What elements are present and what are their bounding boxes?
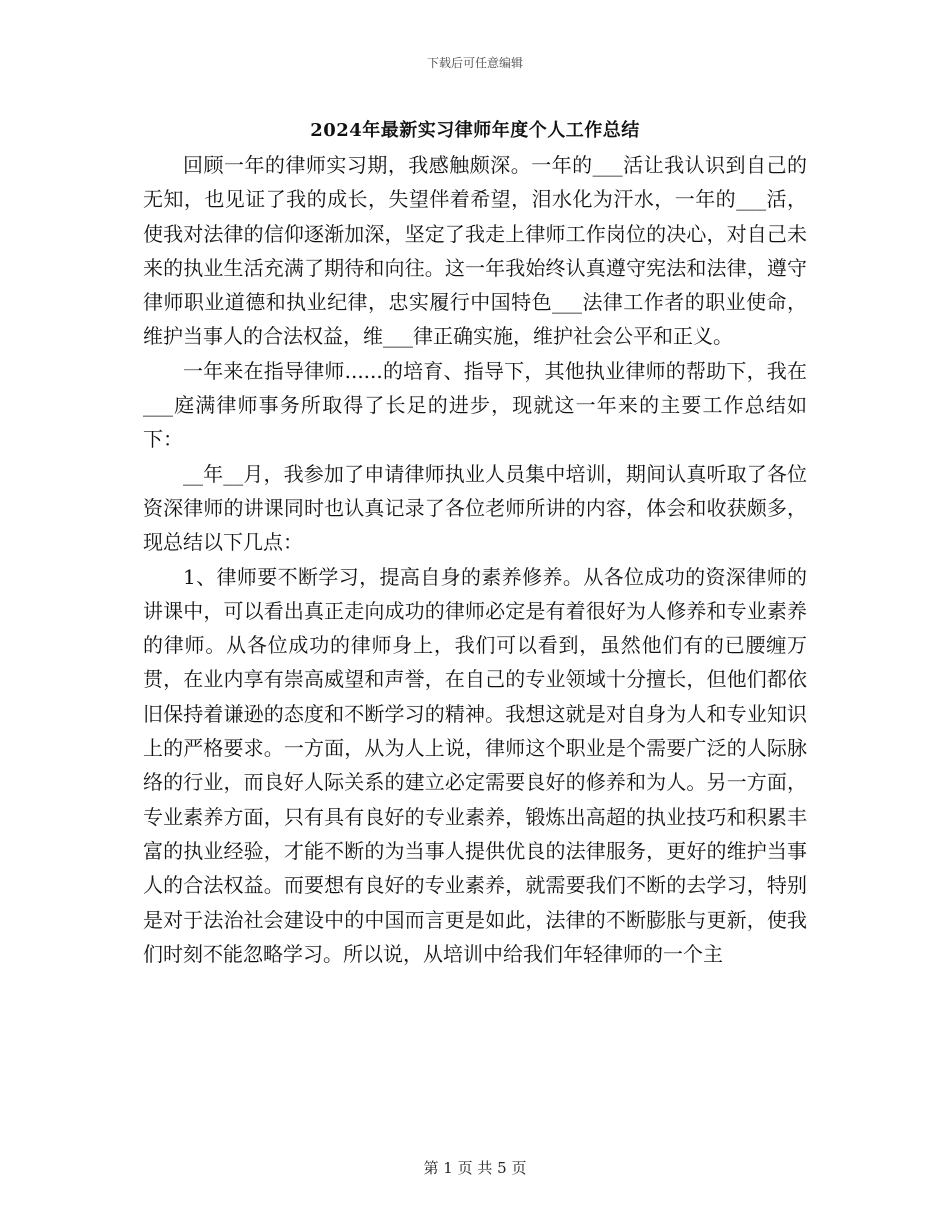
document-title: 2024年最新实习律师年度个人工作总结 [310, 120, 640, 141]
paragraph-guidance: 一年来在指导律师......的培育、指导下，其他执业律师的帮助下，我在___庭满律师事务所取得了长足的进步，现就这一年来的主要工作总结如下： [143, 358, 807, 452]
paragraph-training: __年__月，我参加了申请律师执业人员集中培训，期间认真听取了各位资深律师的讲课同时也认真记录了各位老师所讲的内容，体会和收获颇多，现总结以下几点： [143, 461, 807, 555]
document-body [143, 148, 807, 971]
paragraph-point-one: 1、律师要不断学习，提高自身的素养修养。从各位成功的资深律师的讲课中，可以看出真正走向成功的律师必定是有着很好为人修养和专业素养的律师。从各位成功的律师身上，我们可以看到，虽然他们有的已腰缠万贯，在业内享有崇高威望和声誉，在自己的专业领域十分擅长，但他们都依旧保持着谦逊的态度和不断学习的精神。我想这就是对自身为人和专业知识上的严格要求。一方面，从为人上说，律师这个职业是个需要广泛的人际脉络的行业，而良好人际关系的建立必定需要良好的修养和为人。另一方面，专业素养方面，只有具有良好的专业素养，锻炼出高超的执业技巧和积累丰富的执业经验，才能不断的为当事人提供优良的法律服务，更好的维护当事人的合法权益。而要想有良好的专业素养，就需要我们不断的去学习，特别是对于法治社会建设中的中国而言更是如此，法律的不断膨胀与更新，使我们时刻不能忽略学习。所以说，从培训中给我们年轻律师的一个主 [143, 564, 807, 966]
page-number: 第 1 页 共 5 页 [423, 1159, 527, 1177]
page-header-note: 下载后可任意编辑 [426, 56, 523, 70]
paragraph-intro: 回顾一年的律师实习期，我感触颇深。一年的___活让我认识到自己的无知，也见证了我的成长，失望伴着希望，泪水化为汗水，一年的___活，使我对法律的信仰逐渐加深，坚定了我走上律师工作岗位的决心，对自己未来的执业生活充满了期待和向往。这一年我始终认真遵守宪法和法律，遵守律师职业道德和执业纪律，忠实履行中国特色___法律工作者的职业使命，维护当事人的合法权益，维___律正确实施，维护社会公平和正义。 [143, 153, 807, 349]
